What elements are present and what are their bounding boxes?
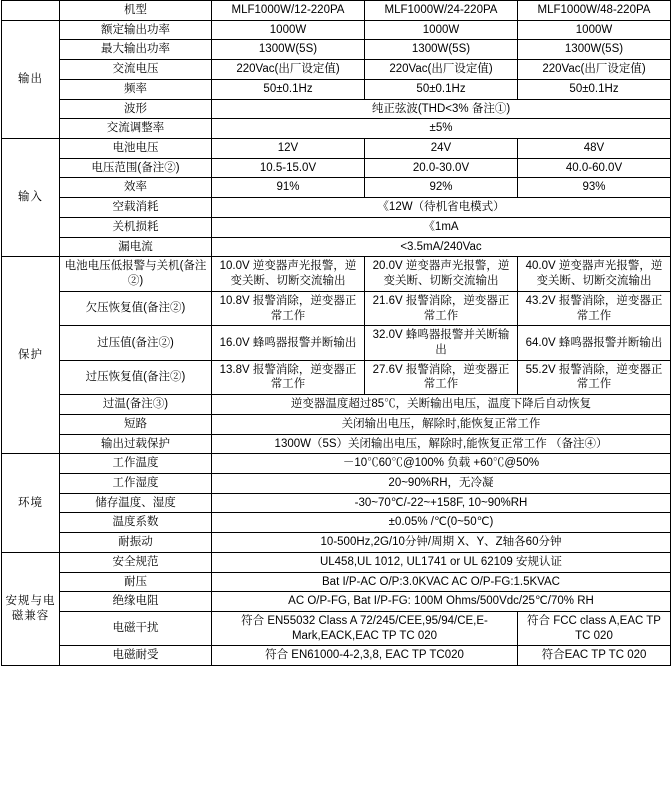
row-value: 13.8V 报警消除，逆变器正常工作: [212, 360, 365, 394]
table-row: [2, 552, 671, 572]
row-value: <3.5mA/240Vac: [212, 237, 671, 257]
row-label: 过压恢复值(备注②): [60, 360, 212, 394]
row-label: 波形: [60, 99, 212, 119]
table-row: [2, 158, 671, 178]
row-value: 1300W（5S）关闭输出电压，解除时,能恢复正常工作 （备注④）: [212, 434, 671, 454]
row-value: 1000W: [212, 20, 365, 40]
row-value: 220Vac(出厂设定值): [518, 60, 671, 80]
header-model-3: MLF1000W/48-220PA: [518, 1, 671, 21]
row-value: 24V: [365, 139, 518, 159]
header-model-2: MLF1000W/24-220PA: [365, 1, 518, 21]
table-row: [2, 178, 671, 198]
row-label: 电池电压低报警与关机(备注②): [60, 257, 212, 291]
specification-table: [1, 0, 671, 666]
row-value: -30~70℃/-22~+158F, 10~90%RH: [212, 493, 671, 513]
row-label: 过压值(备注②): [60, 326, 212, 360]
table-row: [2, 237, 671, 257]
row-value: 20.0-30.0V: [365, 158, 518, 178]
row-value: 符合 EN61000-4-2,3,8, EAC TP TC020: [212, 646, 518, 666]
row-value: 32.0V 蜂鸣器报警并关断输出: [365, 326, 518, 360]
row-value: 符合EAC TP TC 020: [518, 646, 671, 666]
row-label: 最大输出功率: [60, 40, 212, 60]
row-value: 48V: [518, 139, 671, 159]
row-value: 1000W: [365, 20, 518, 40]
row-label: 关机损耗: [60, 217, 212, 237]
row-value: 纯正弦波(THD<3% 备注①): [212, 99, 671, 119]
table-row: [2, 360, 671, 394]
row-value: 1000W: [518, 20, 671, 40]
row-value: 20~90%RH，无冷凝: [212, 473, 671, 493]
row-value: 43.2V 报警消除，逆变器正常工作: [518, 291, 671, 325]
row-label: 工作湿度: [60, 473, 212, 493]
row-label: 储存温度、湿度: [60, 493, 212, 513]
row-value: 50±0.1Hz: [365, 79, 518, 99]
row-value: 93%: [518, 178, 671, 198]
row-value: ±5%: [212, 119, 671, 139]
table-row: [2, 79, 671, 99]
row-value: 20.0V 逆变器声光报警，逆变关断、切断交流输出: [365, 257, 518, 291]
group-label-4: 环境: [2, 454, 60, 553]
table-row: [2, 217, 671, 237]
table-row: [2, 257, 671, 291]
table-row: [2, 572, 671, 592]
row-value: 220Vac(出厂设定值): [365, 60, 518, 80]
group-label-5: 安规与电磁兼容: [2, 552, 60, 665]
table-row: [2, 454, 671, 474]
table-row: [2, 291, 671, 325]
row-value: 12V: [212, 139, 365, 159]
row-value: ±0.05% /℃(0~50℃): [212, 513, 671, 533]
row-label: 欠压恢复值(备注②): [60, 291, 212, 325]
row-label: 频率: [60, 79, 212, 99]
row-value: 55.2V 报警消除，逆变器正常工作: [518, 360, 671, 394]
row-value: 逆变器温度超过85℃，关断输出电压，温度下降后自动恢复: [212, 395, 671, 415]
row-label: 温度系数: [60, 513, 212, 533]
row-value: 91%: [212, 178, 365, 198]
table-row: [2, 473, 671, 493]
table-row: [2, 414, 671, 434]
header-model-1: MLF1000W/12-220PA: [212, 1, 365, 21]
table-row: [2, 646, 671, 666]
row-label: 耐压: [60, 572, 212, 592]
row-value: 16.0V 蜂鸣器报警并断输出: [212, 326, 365, 360]
row-value: 92%: [365, 178, 518, 198]
row-label: 漏电流: [60, 237, 212, 257]
row-label: 工作温度: [60, 454, 212, 474]
row-label: 电压范围(备注②): [60, 158, 212, 178]
table-row: [2, 20, 671, 40]
corner-cell: [2, 1, 60, 21]
row-value: 10-500Hz,2G/10分钟/周期 X、Y、Z轴各60分钟: [212, 533, 671, 553]
row-value: 1300W(5S): [518, 40, 671, 60]
row-value: 27.6V 报警消除，逆变器正常工作: [365, 360, 518, 394]
table-row: [2, 119, 671, 139]
group-label-2: 输入: [2, 139, 60, 257]
row-value: 64.0V 蜂鸣器报警并断输出: [518, 326, 671, 360]
table-header-row: [2, 1, 671, 21]
row-value: 符合 FCC class A,EAC TP TC 020: [518, 612, 671, 646]
table-body: [2, 1, 671, 666]
row-label: 绝缘电阻: [60, 592, 212, 612]
table-row: [2, 493, 671, 513]
row-value: 10.5-15.0V: [212, 158, 365, 178]
row-label: 安全规范: [60, 552, 212, 572]
row-value: 《12W（待机省电模式）: [212, 198, 671, 218]
table-row: [2, 513, 671, 533]
table-row: [2, 533, 671, 553]
row-label: 交流电压: [60, 60, 212, 80]
table-row: [2, 139, 671, 159]
table-row: [2, 612, 671, 646]
table-row: [2, 198, 671, 218]
row-value: 关闭输出电压，解除时,能恢复正常工作: [212, 414, 671, 434]
row-value: 220Vac(出厂设定值): [212, 60, 365, 80]
row-value: 40.0-60.0V: [518, 158, 671, 178]
table-row: [2, 592, 671, 612]
row-value: 50±0.1Hz: [212, 79, 365, 99]
row-label: 过温(备注③): [60, 395, 212, 415]
table-row: [2, 60, 671, 80]
table-row: [2, 40, 671, 60]
row-label: 空载消耗: [60, 198, 212, 218]
table-row: [2, 434, 671, 454]
row-value: 《1mA: [212, 217, 671, 237]
group-label-1: 输出: [2, 20, 60, 138]
row-value: 符合 EN55032 Class A 72/245/CEE,95/94/CE,E-Mark,EACK,EAC TP TC 020: [212, 612, 518, 646]
table-row: [2, 99, 671, 119]
row-value: 40.0V 逆变器声光报警，逆变关断、切断交流输出: [518, 257, 671, 291]
row-value: Bat I/P-AC O/P:3.0KVAC AC O/P-FG:1.5KVAC: [212, 572, 671, 592]
row-value: －10℃60℃@100% 负载 +60℃@50%: [212, 454, 671, 474]
row-label: 效率: [60, 178, 212, 198]
table-row: [2, 395, 671, 415]
row-label: 电池电压: [60, 139, 212, 159]
row-value: 10.8V 报警消除，逆变器正常工作: [212, 291, 365, 325]
header-model-label: 机型: [60, 1, 212, 21]
row-label: 电磁耐受: [60, 646, 212, 666]
row-value: AC O/P-FG, Bat I/P-FG: 100M Ohms/500Vdc/25℃/70% RH: [212, 592, 671, 612]
row-label: 额定输出功率: [60, 20, 212, 40]
group-label-3: 保护: [2, 257, 60, 454]
row-value: 50±0.1Hz: [518, 79, 671, 99]
row-value: 1300W(5S): [365, 40, 518, 60]
row-value: 21.6V 报警消除，逆变器正常工作: [365, 291, 518, 325]
row-label: 输出过载保护: [60, 434, 212, 454]
row-label: 耐振动: [60, 533, 212, 553]
row-value: 1300W(5S): [212, 40, 365, 60]
row-value: 10.0V 逆变器声光报警，逆变关断、切断交流输出: [212, 257, 365, 291]
row-value: UL458,UL 1012, UL1741 or UL 62109 安规认证: [212, 552, 671, 572]
row-label: 短路: [60, 414, 212, 434]
row-label: 电磁干扰: [60, 612, 212, 646]
row-label: 交流调整率: [60, 119, 212, 139]
table-row: [2, 326, 671, 360]
